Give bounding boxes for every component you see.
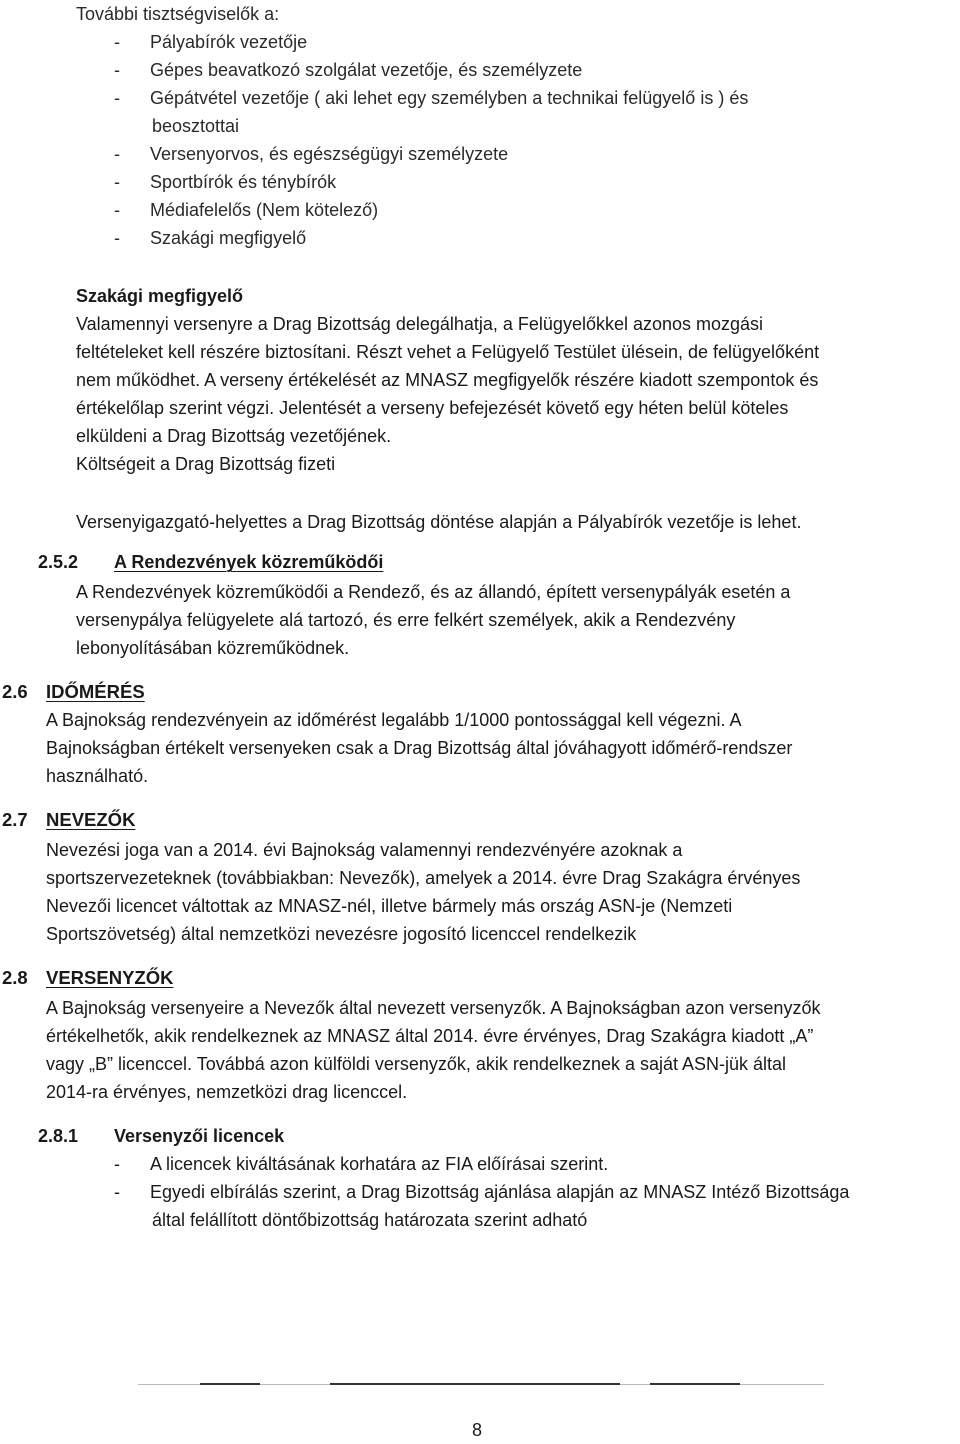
section-number: 2.5.2	[38, 552, 79, 572]
paragraph-line: Bajnokságban értékelt versenyeken csak a Drag Bizottság által jóváhagyott időmérő-rendszer	[46, 738, 793, 758]
list-bullet: -	[114, 1182, 120, 1202]
footer-divider-segment	[330, 1383, 620, 1385]
paragraph-line: értékelhetők, akik rendelkeznek az MNASZ által 2014. évre érvényes, Drag Szakágra kiadott „A”	[46, 1026, 814, 1046]
list-item: Pályabírók vezetője	[150, 32, 308, 52]
page-number: 8	[472, 1420, 483, 1440]
paragraph-line: Valamennyi versenyre a Drag Bizottság delegálhatja, a Felügyelőkkel azonos mozgási	[76, 314, 764, 334]
paragraph-line: Nevezői licencet váltottak az MNASZ-nél, illetve bármely más ország ASN-je (Nemzeti	[46, 896, 733, 916]
section-title: NEVEZŐK	[46, 809, 136, 830]
paragraph-line: A Rendezvények közreműködői a Rendező, és az állandó, épített versenypályák esetén a	[76, 582, 791, 602]
section-number: 2.8.1	[38, 1126, 79, 1146]
paragraph-line: nem működhet. A verseny értékelését az MNASZ megfigyelők részére kiadott szempontok és	[76, 370, 819, 390]
paragraph-line: sportszervezeteknek (továbbiakban: Nevezők), amelyek a 2014. évre Drag Szakágra érvényes	[46, 868, 801, 888]
paragraph-line: 2014-ra érvényes, nemzetközi drag licenccel.	[46, 1082, 408, 1102]
section-title: Versenyzői licencek	[114, 1126, 285, 1146]
list-item: Szakági megfigyelő	[150, 228, 307, 248]
paragraph-line: A Bajnokság rendezvényein az időmérést legalább 1/1000 pontossággal kell végezni. A	[46, 710, 742, 730]
paragraph-line: Nevezési joga van a 2014. évi Bajnokság valamennyi rendezvényére azoknak a	[46, 840, 683, 860]
paragraph-line: elküldeni a Drag Bizottság vezetőjének.	[76, 426, 392, 446]
paragraph-line: értékelőlap szerint végzi. Jelentését a verseny befejezését követő egy héten belül köteles	[76, 398, 789, 418]
list-item: A licencek kiváltásának korhatára az FIA előírásai szerint.	[150, 1154, 609, 1174]
footer-divider-segment	[200, 1383, 260, 1385]
paragraph-line: Költségeit a Drag Bizottság fizeti	[76, 454, 336, 474]
list-bullet: -	[114, 200, 120, 220]
list-item: Gépátvétel vezetője ( aki lehet egy személyben a technikai felügyelő is ) és	[150, 88, 749, 108]
observer-heading: Szakági megfigyelő	[76, 286, 244, 306]
section-title: IDŐMÉRÉS	[46, 681, 145, 702]
list-item: Versenyorvos, és egészségügyi személyzete	[150, 144, 509, 164]
section-title: VERSENYZŐK	[46, 967, 174, 988]
paragraph-line: versenypálya felügyelete alá tartozó, és erre felkért személyek, akik a Rendezvény	[76, 610, 736, 630]
deputy-line: Versenyigazgató-helyettes a Drag Bizottság döntése alapján a Pályabírók vezetője is lehet.	[76, 512, 802, 532]
paragraph-line: A Bajnokság versenyeire a Nevezők által nevezett versenyzők. A Bajnokságban azon versenyzők	[46, 998, 821, 1018]
list-bullet: -	[114, 1154, 120, 1174]
list-bullet: -	[114, 172, 120, 192]
section-number: 2.8	[2, 967, 28, 988]
list-item: Médiafelelős (Nem kötelező)	[150, 200, 379, 220]
list-bullet: -	[114, 60, 120, 80]
list-item: Gépes beavatkozó szolgálat vezetője, és személyzete	[150, 60, 583, 80]
list-item: Sportbírók és ténybírók	[150, 172, 337, 192]
section-number: 2.6	[2, 681, 28, 702]
paragraph-line: lebonyolításában közreműködnek.	[76, 638, 350, 658]
list-item-continuation: által felállított döntőbizottság határozata szerint adható	[152, 1210, 588, 1230]
paragraph-line: használható.	[46, 766, 149, 786]
section-title: A Rendezvények közreműködői	[114, 552, 384, 572]
list-item: Egyedi elbírálás szerint, a Drag Bizottság ajánlása alapján az MNASZ Intéző Bizottsága	[150, 1182, 850, 1202]
list-bullet: -	[114, 32, 120, 52]
list-bullet: -	[114, 88, 120, 108]
list-item-continuation: beosztottai	[152, 116, 240, 136]
paragraph-line: feltételeket kell részére biztosítani. Részt vehet a Felügyelő Testület ülésein, de felügyelőként	[76, 342, 820, 362]
paragraph-line: Sportszövetség) által nemzetközi nevezésre jogosító licenccel rendelkezik	[46, 924, 637, 944]
list-bullet: -	[114, 228, 120, 248]
footer-divider-segment	[650, 1383, 740, 1385]
intro-heading: További tisztségviselők a:	[76, 4, 280, 24]
list-bullet: -	[114, 144, 120, 164]
paragraph-line: vagy „B” licenccel. Továbbá azon külföldi versenyzők, akik rendelkeznek a saját ASN-jük által	[46, 1054, 787, 1074]
section-number: 2.7	[2, 809, 28, 830]
